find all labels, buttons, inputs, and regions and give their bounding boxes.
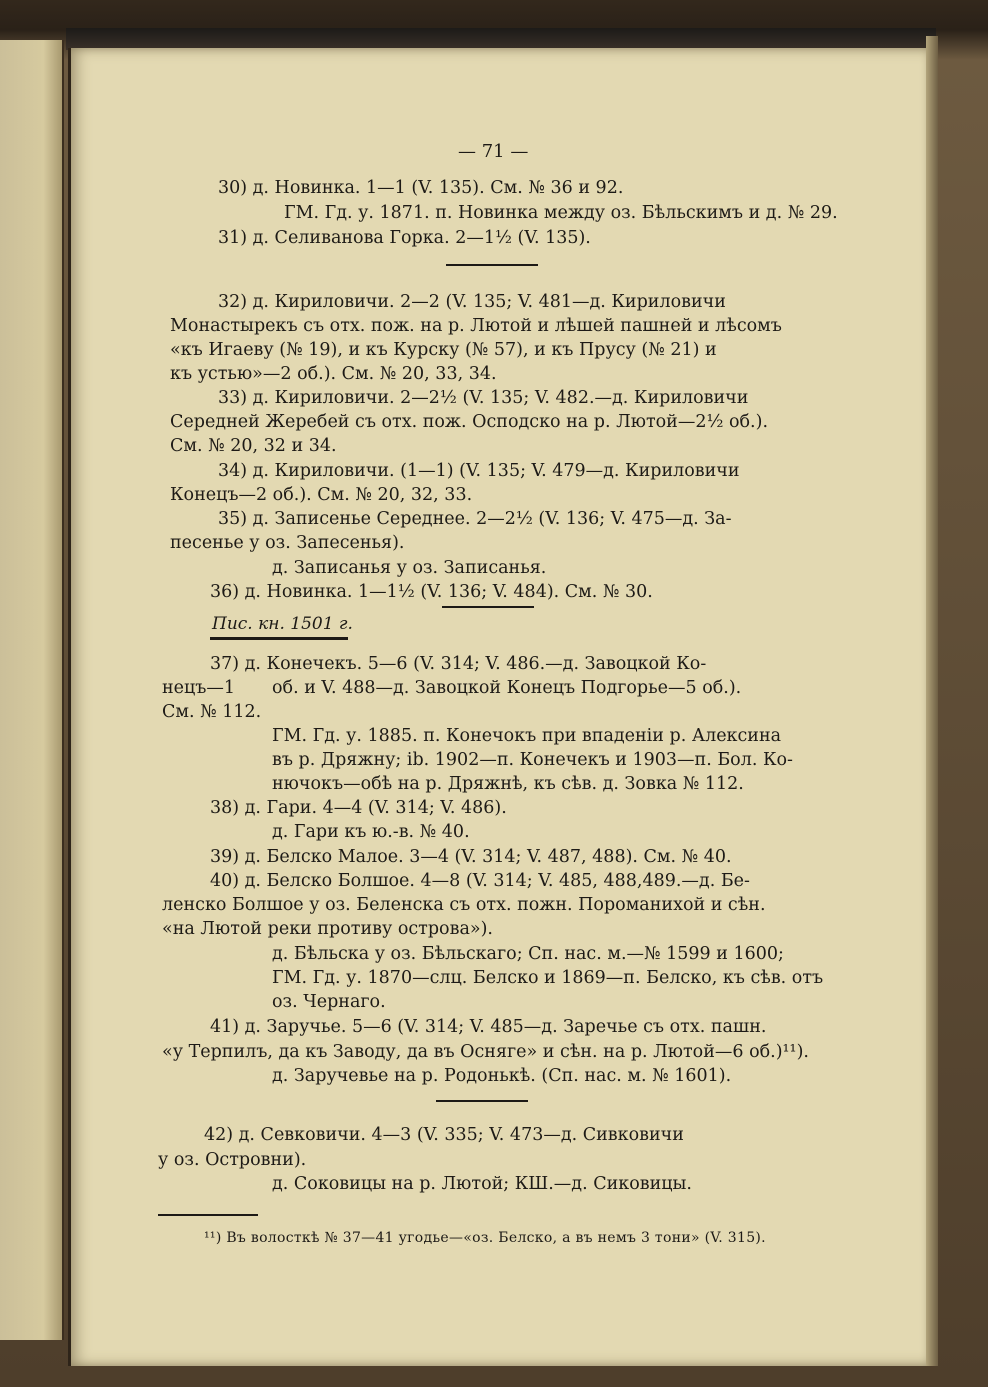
entry-40-cont-2: «на Лютой реки противу острова»). [162,919,493,939]
section-header: Пис. кн. 1501 г. [212,614,353,634]
entry-31: 31) д. Селиванова Горка. 2—1½ (V. 135). [218,228,591,248]
entry-42-note: д. Соковицы на р. Лютой; КШ.—д. Сиковицы. [272,1174,692,1194]
entry-34: 34) д. Кириловичи. (1—1) (V. 135; V. 479—д. Кириловичи [218,461,740,481]
entry-37: 37) д. Конечекъ. 5—6 (V. 314; V. 486.—д. Завоцкой Ко- [210,654,707,674]
section-divider [442,606,534,608]
entry-41: 41) д. Заручье. 5—6 (V. 314; V. 485—д. Заречье съ отх. пашн. [210,1017,767,1037]
right-page-edge [926,36,938,1366]
entry-30: 30) д. Новинка. 1—1 (V. 135). См. № 36 и 92. [218,178,624,198]
entry-40-note-1: д. Бѣльска у оз. Бѣльскаго; Сп. нас. м.—№ 1599 и 1600; [272,944,784,964]
entry-37-cont-2: См. № 112. [162,702,262,722]
entry-37-note-2: въ р. Дряжну; ib. 1902—п. Конечекъ и 1903—п. Бол. Ко- [272,750,793,770]
entry-38: 38) д. Гари. 4—4 (V. 314; V. 486). [210,798,507,818]
entry-33: 33) д. Кириловичи. 2—2½ (V. 135; V. 482.—д. Кириловичи [218,388,749,408]
entry-40: 40) д. Белско Болшое. 4—8 (V. 314; V. 485, 488,489.—д. Бе- [210,871,750,891]
entry-35: 35) д. Записенье Середнее. 2—2½ (V. 136; V. 475—д. За- [218,509,732,529]
entry-33-cont-1: Середней Жеребей съ отх. пож. Осподско на р. Лютой—2½ об.). [170,412,769,432]
entry-32-cont-2: «къ Игаеву (№ 19), и къ Курску (№ 57), и къ Прусу (№ 21) и [170,340,717,360]
section-divider [446,264,538,266]
entry-40-note-3: оз. Чернаго. [272,992,386,1012]
entry-41-note: д. Заручевье на р. Родонькѣ. (Сп. нас. м. № 1601). [272,1066,732,1086]
entry-42-cont: у оз. Островни). [158,1150,307,1170]
entry-40-note-2: ГМ. Гд. у. 1870—слц. Белско и 1869—п. Белско, къ сѣв. отъ [272,968,824,988]
entry-37-cont-1b: об. и V. 488—д. Завоцкой Конецъ Подгорье—5 об.). [272,678,742,698]
left-page-edge [0,40,64,1340]
page-number: — 71 — [458,141,529,162]
book-top-edge [66,28,936,50]
entry-30-note: ГМ. Гд. у. 1871. п. Новинка между оз. Бѣльскимъ и д. № 29. [284,203,838,223]
section-divider [436,1100,528,1102]
entry-32-cont-3: къ устью»—2 об.). См. № 20, 33, 34. [170,364,497,384]
entry-41-cont: «у Терпилъ, да къ Заводу, да въ Осняге» и сѣн. на р. Лютой—6 об.)¹¹). [162,1042,809,1062]
section-header-underline [210,637,348,640]
entry-35-note: д. Записанья у оз. Записанья. [272,558,547,578]
entry-40-cont-1: ленско Болшое у оз. Беленска съ отх. пожн. Пороманихой и сѣн. [162,895,766,915]
footnote-11: ¹¹) Въ волосткѣ № 37—41 угодье—«оз. Белско, а въ немъ 3 тони» (V. 315). [204,1230,766,1246]
footnote-divider [158,1214,258,1216]
entry-36: 36) д. Новинка. 1—1½ (V. 136; V. 484). См. № 30. [210,582,653,602]
entry-42: 42) д. Севковичи. 4—3 (V. 335; V. 473—д. Сивковичи [204,1125,684,1145]
entry-35-cont: песенье у оз. Запесенья). [170,533,405,553]
entry-32-cont-1: Монастырекъ съ отх. пож. на р. Лютой и лѣшей пашней и лѣсомъ [170,316,782,336]
entry-37-cont-1: нецъ—1 [162,678,236,698]
entry-33-cont-2: См. № 20, 32 и 34. [170,436,337,456]
entry-38-note: д. Гари къ ю.-в. № 40. [272,822,470,842]
entry-37-note-1: ГМ. Гд. у. 1885. п. Конечокъ при впаденіи р. Алексина [272,726,782,746]
entry-34-cont: Конецъ—2 об.). См. № 20, 32, 33. [170,485,473,505]
entry-32: 32) д. Кириловичи. 2—2 (V. 135; V. 481—д. Кириловичи [218,292,726,312]
entry-39: 39) д. Белско Малое. 3—4 (V. 314; V. 487, 488). См. № 40. [210,847,732,867]
entry-37-note-3: нючокъ—обѣ на р. Дряжнѣ, къ сѣв. д. Зовка № 112. [272,774,744,794]
